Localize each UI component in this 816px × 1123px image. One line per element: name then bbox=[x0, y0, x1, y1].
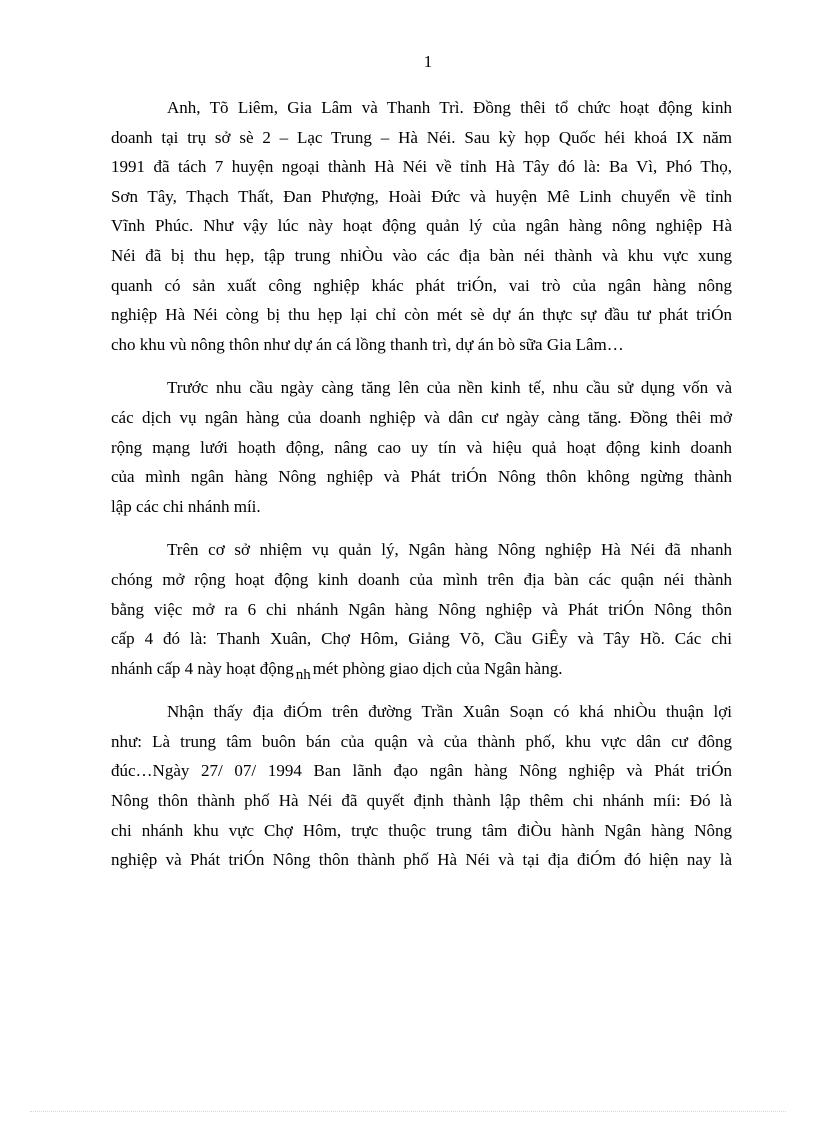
text-line: như: Là trung tâm buôn bán của quận và của thành phố, khu vực dân cư đông bbox=[111, 731, 732, 751]
text-line: đúc…Ngày 27/ 07/ 1994 Ban lãnh đạo ngân hàng Nông nghiệp và Phát triÓn bbox=[111, 761, 732, 781]
text-fragment: mét phòng giao dịch của Ngân hàng. bbox=[312, 658, 563, 678]
paragraph-1 bbox=[111, 93, 732, 359]
paragraph-2 bbox=[111, 373, 732, 521]
text-fragment: nhánh cấp 4 này hoạt động bbox=[111, 658, 294, 678]
text-line: Néi đã bị thu hẹp, tập trung nhiÒu vào các địa bàn néi thành và khu vực xung bbox=[111, 245, 732, 265]
text-line: Nông thôn thành phố Hà Néi đã quyết định thành lập thêm chi nhánh míi: Đó là bbox=[111, 791, 732, 811]
text-line: cấp 4 đó là: Thanh Xuân, Chợ Hôm, Giảng Võ, Cầu GiÊy và Tây Hồ. Các chi bbox=[111, 629, 732, 649]
paragraph-4 bbox=[111, 697, 732, 875]
text-line: Anh, Tõ Liêm, Gia Lâm và Thanh Trì. Đồng thêi tổ chức hoạt động kinh bbox=[167, 98, 732, 117]
text-line: nghiệp và Phát triÓn Nông thôn thành phố Hà Néi và tại địa điÓm đó hiện nay là bbox=[111, 850, 732, 870]
text-line: Sơn Tây, Thạch Thất, Đan Phượng, Hoài Đức và huyện Mê Linh chuyển về tỉnh bbox=[111, 186, 732, 206]
text-line: quanh có sản xuất công nghiệp khác phát triÓn, vai trò của ngân hàng nông bbox=[111, 275, 732, 295]
subscript-text: nh bbox=[295, 666, 311, 683]
text-line: doanh tại trụ sở sè 2 – Lạc Trung – Hà Néi. Sau kỳ họp Quốc héi khoá IX năm bbox=[111, 127, 732, 147]
page-number: 1 bbox=[423, 52, 433, 71]
text-line: Trước nhu cầu ngày càng tăng lên của nền kinh tế, nhu cầu sử dụng vốn và bbox=[167, 378, 732, 398]
body-text bbox=[111, 93, 732, 889]
text-line: Nhận thấy địa điÓm trên đường Trần Xuân Soạn có khá nhiÒu thuận lợi bbox=[167, 702, 732, 722]
text-line: 1991 đã tách 7 huyện ngoại thành Hà Néi về tỉnh Hà Tây đó là: Ba Vì, Phó Thọ, bbox=[111, 157, 732, 177]
text-line: chi nhánh khu vực Chợ Hôm, trực thuộc trung tâm điÒu hành Ngân hàng Nông bbox=[111, 820, 732, 840]
text-line: các dịch vụ ngân hàng của doanh nghiệp và dân cư ngày càng tăng. Đồng thêi mở bbox=[111, 407, 732, 427]
text-line: của mình ngân hàng Nông nghiệp và Phát triÓn Nông thôn không ngừng thành bbox=[111, 467, 732, 487]
text-line bbox=[111, 654, 732, 684]
text-line: chóng mở rộng hoạt động kinh doanh của mình trên địa bàn các quận néi thành bbox=[111, 569, 732, 589]
text-line: lập các chi nhánh míi. bbox=[111, 496, 261, 516]
paragraph-3 bbox=[111, 535, 732, 683]
text-line: bằng việc mở ra 6 chi nhánh Ngân hàng Nông nghiệp và Phát triÓn Nông thôn bbox=[111, 599, 732, 619]
text-line: Trên cơ sở nhiệm vụ quản lý, Ngân hàng Nông nghiệp Hà Néi đã nhanh bbox=[167, 540, 732, 560]
page-bottom-divider bbox=[30, 1111, 786, 1112]
text-line: nghiệp Hà Néi còng bị thu hẹp lại chỉ còn mét sè dự án thực sự đầu tư phát triÓn bbox=[111, 305, 732, 325]
text-line: cho khu vù nông thôn như dự án cá lồng thanh trì, dự án bò sữa Gia Lâm… bbox=[111, 334, 624, 354]
text-line: Vĩnh Phúc. Như vậy lúc này hoạt động quản lý của ngân hàng nông nghiệp Hà bbox=[111, 216, 732, 236]
text-line: rộng mạng lưới hoạth động, nâng cao uy tín và hiệu quả hoạt động kinh doanh bbox=[111, 437, 732, 457]
